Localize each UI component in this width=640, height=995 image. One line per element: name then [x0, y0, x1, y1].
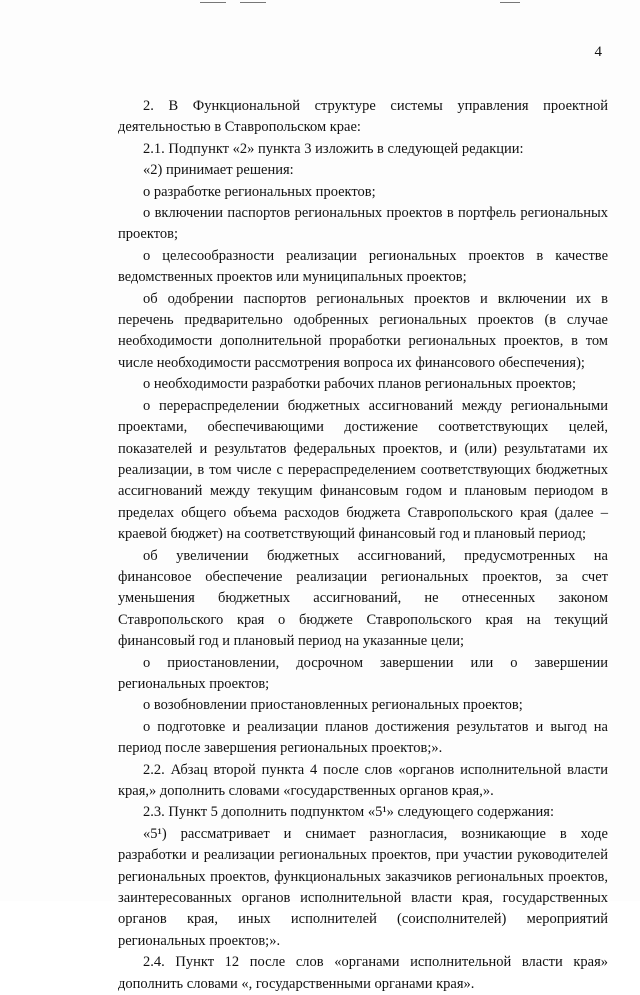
- page-number: 4: [594, 44, 602, 60]
- paragraph: о включении паспортов региональных проектов в портфель региональных проектов;: [118, 205, 608, 243]
- paragraph: об одобрении паспортов региональных проектов и включении их в перечень предварительно одобренных региональных проектов (в случае необходимости дополнительной проработки региональных проектов, в том числе необходимости рассмотрения вопроса их финансового обеспечения);: [118, 290, 608, 371]
- paragraph: об увеличении бюджетных ассигнований, предусмотренных на финансовое обеспечение реализации региональных проектов, за счет уменьшения бюджетных ассигнований, не отнесенных законом Ставропольского края о бюджете Ставропольского края на текущий финансовый год и плановый период на указанные цели;: [118, 547, 608, 650]
- paragraph: о перераспределении бюджетных ассигнований между региональными проектами, обеспечивающими достижение соответствующих целей, показателей и результатов федеральных проектов, и (или) результатами их реализации, в том числе с перераспределением соответствующих бюджетных ассигнований между текущим финансовым годом и плановым периодом в пределах общего объема расходов бюджета Ставропольского края (далее – краевой бюджет) на соответствующий финансовый год и плановый период;: [118, 397, 608, 543]
- paragraph: 2.1. Подпункт «2» пункта 3 изложить в следующей редакции:: [143, 140, 524, 157]
- paragraph: о подготовке и реализации планов достижения результатов и выгод на период после завершения региональных проектов;».: [118, 718, 608, 757]
- paragraph: 2.2. Абзац второй пункта 4 после слов «органов исполнительной власти края,» дополнить словами «государственных органов края,».: [118, 761, 608, 799]
- paragraph: «5¹) рассматривает и снимает разногласия, возникающие в ходе разработки и реализации региональных проектов, при участии руководителей региональных проектов, функциональных заказчиков региональных проектов, заинтересованных органов исполнительной власти края, государственных органов края, иных исполнителей (соисполнителей) мероприятий региональных проектов;».: [118, 825, 608, 949]
- scan-artifact-line: [200, 2, 226, 3]
- document-body: [118, 96, 608, 995]
- paragraph: 2. В Функциональной структуре системы управления проектной деятельностью в Ставропольском крае:: [118, 98, 608, 136]
- paragraph: о разработке региональных проектов;: [143, 183, 376, 200]
- paragraph: о необходимости разработки рабочих планов региональных проектов;: [143, 376, 577, 393]
- paragraph: 2.3. Пункт 5 дополнить подпунктом «5¹» следующего содержания:: [143, 804, 554, 821]
- paragraph: «2) принимает решения:: [143, 162, 294, 179]
- scan-artifact-line: [500, 2, 520, 3]
- paragraph: о возобновлении приостановленных региональных проектов;: [143, 697, 523, 714]
- scan-artifact-line: [240, 2, 266, 3]
- paragraph: 2.4. Пункт 12 после слов «органами исполнительной власти края» дополнить словами «, государственными органами края».: [118, 954, 608, 992]
- paragraph: о приостановлении, досрочном завершении или о завершении региональных проектов;: [118, 654, 608, 692]
- paragraph: о целесообразности реализации региональных проектов в качестве ведомственных проектов или муниципальных проектов;: [118, 247, 608, 286]
